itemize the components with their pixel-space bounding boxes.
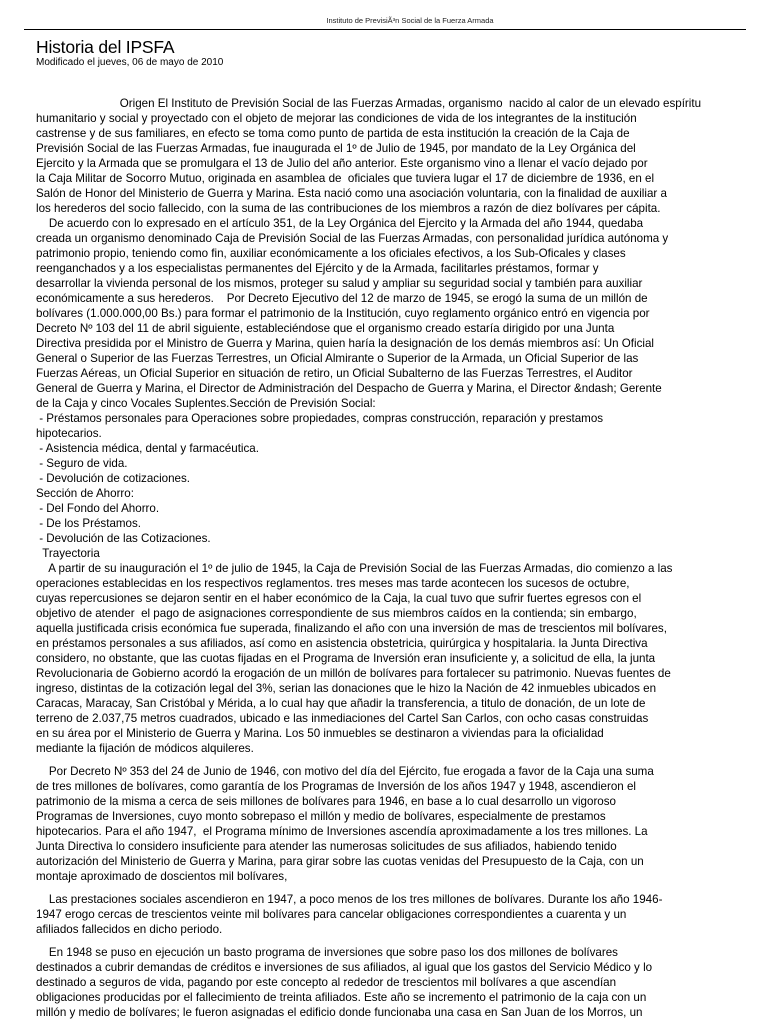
body-line: - Préstamos personales para Operaciones sobre propiedades, compras construcción, reparación y prestamos (36, 412, 604, 425)
body-line: Por Decreto Nº 353 del 24 de Junio de 1946, con motivo del día del Ejército, fue erogada a favor de la Caja una suma (36, 765, 654, 778)
body-line: terreno de 2.037,75 metros cuadrados, ubicado e las inmediaciones del Cartel San Carlos, con ocho casas construidas (36, 712, 649, 725)
body-line: - Devolución de cotizaciones. (36, 472, 191, 485)
body-line: hipotecarios. (36, 427, 102, 440)
body-line: castrense y de sus familiares, en efecto se toma como punto de partida de esta institución la creación de la Caja de (36, 127, 630, 140)
body-line: - Seguro de vida. (36, 457, 128, 470)
body-line: Origen El Instituto de Previsión Social de las Fuerzas Armadas, organismo nacido al calor de un elevado espíritu (36, 97, 702, 110)
header-divider (24, 29, 746, 30)
body-line: - De los Préstamos. (36, 517, 142, 530)
body-line: - Devolución de las Cotizaciones. (36, 532, 211, 545)
body-line: afiliados fallecidos en dicho periodo. (36, 923, 223, 936)
body-line: Fuerzas Aéreas, un Oficial Superior en situación de retiro, un Oficial Subalterno de las Fuerzas Terrestres, el Auditor (36, 367, 633, 380)
paragraph-gap (36, 884, 768, 892)
body-line: en préstamos personales a sus afiliados, así como en asistencia obstetricia, quirúrgica y hospitalaria. la Junta Directiva (36, 637, 648, 650)
page-title: Historia del IPSFA (36, 37, 175, 57)
body-line: En 1948 se puso en ejecución un basto programa de inversiones que sobre paso los dos millones de bolívares (36, 946, 618, 959)
body-line: destinados a cubrir demandas de créditos e inversiones de sus afiliados, al igual que los gastos del Servicio Médico y lo (36, 961, 653, 974)
body-line: montaje aproximado de doscientos mil bolívares, (36, 870, 288, 883)
body-line: económicamente a sus herederos. Por Decreto Ejecutivo del 12 de marzo de 1945, se erogó la suma de un millón de (36, 292, 648, 305)
body-line: A partir de su inauguración el 1º de julio de 1945, la Caja de Previsión Social de las Fuerzas Armadas, dio comienzo a las (36, 562, 673, 575)
body-line: Decreto Nº 103 del 11 de abril siguiente, estableciéndose que el organismo creado estaría dirigido por una Junta (36, 322, 615, 335)
body-line: mediante la fijación de módicos alquileres. (36, 742, 254, 755)
body-line: Caracas, Maracay, San Cristóbal y Mérida, a lo cual hay que añadir la transferencia, a titulo de donación, de un lote de (36, 697, 646, 710)
body-line: patrimonio de la misma a cerca de seis millones de bolívares para 1946, en base a lo cual desarrollo un vigoroso (36, 795, 617, 808)
body-line: Directiva presidida por el Ministro de Guerra y Marina, quien haría la designación de los demás miembros así: Un Oficial (36, 337, 654, 350)
body-line: cuyas repercusiones se dejaron sentir en el haber económico de la Caja, la cual tuvo que sufrir fuertes egresos con el (36, 592, 642, 605)
article-body (36, 96, 768, 1020)
body-line: 1947 erogo cercas de trescientos veinte mil bolívares para cancelar obligaciones correspondientes a cuarenta y un (36, 908, 627, 921)
body-line: General o Superior de las Fuerzas Terrestres, un Oficial Almirante o Superior de la Armada, un Oficial Superior de las (36, 352, 639, 365)
body-line: Las prestaciones sociales ascendieron en 1947, a poco menos de los tres millones de bolívares. Durante los año 1946- (36, 893, 663, 906)
body-line: - Del Fondo del Ahorro. (36, 502, 160, 515)
body-line: en su área por el Ministerio de Guerra y Marina. Los 50 inmuebles se destinaron a viviendas para la oficialidad (36, 727, 604, 740)
body-line: hipotecarios. Para el año 1947, el Programa mínimo de Inversiones ascendía aproximadamente a los tres millones. La (36, 825, 648, 838)
modified-date: Modificado el jueves, 06 de mayo de 2010 (36, 57, 224, 68)
body-line: - Asistencia médica, dental y farmacéutica. (36, 442, 259, 455)
body-line: Previsión Social de las Fuerzas Armadas, fue inaugurada el 1º de Julio de 1945, por mandato de la Ley Orgánica del (36, 142, 636, 155)
body-line: Salón de Honor del Ministerio de Guerra y Marina. Esta nació como una asociación voluntaria, con la finalidad de auxiliar a (36, 187, 667, 200)
body-line: considero, no obstante, que las cuotas fijadas en el Programa de Inversión eran insuficiente y, a solicitud de ella, la junta (36, 652, 656, 665)
body-line: patrimonio propio, teniendo como fin, auxiliar económicamente a los oficiales efectivos, a los Sub-Oficales y clases (36, 247, 626, 260)
body-line: aquella justificada crisis económica fue superada, finalizando el año con una inversión de mas de trescientos mil bolívares, (36, 622, 667, 635)
body-line: Ejercito y la Armada que se promulgara el 13 de Julio del año anterior. Este organismo vino a llenar el vacío dejado por (36, 157, 648, 170)
running-header: Instituto de PrevisiÃ³n Social de la Fuerza Armada (326, 16, 494, 25)
body-line: De acuerdo con lo expresado en el artículo 351, de la Ley Orgánica del Ejercito y la Armada del año 1944, quedaba (36, 217, 644, 230)
body-line: destinado a seguros de vida, pagando por este concepto al rededor de trescientos mil bolívares a que ascendían (36, 976, 617, 989)
paragraph-gap (36, 756, 768, 764)
body-line: ingreso, distintas de la cotización legal del 3%, serian las donaciones que le hizo la Nación de 42 inmuebles ubicados en (36, 682, 657, 695)
body-line: autorización del Ministerio de Guerra y Marina, para girar sobre las cuotas venidas del Presupuesto de la Caja, con un (36, 855, 644, 868)
body-line: los herederos del socio fallecido, con la suma de las contribuciones de los miembros a razón de diez bolívares per cápita. (36, 202, 661, 215)
body-line: desarrollar la vivienda personal de los mismos, proteger su salud y ampliar su seguridad social y también para auxiliar (36, 277, 643, 290)
body-line: la Caja Militar de Socorro Mutuo, originada en asamblea de oficiales que tuviera lugar el 17 de diciembre de 1936, en el (36, 172, 655, 185)
body-line: de tres millones de bolívares, como garantía de los Programas de Inversión de los años 1947 y 1948, ascendieron el (36, 780, 637, 793)
body-line: Trayectoria (36, 547, 100, 560)
body-line: reenganchados y a los especialistas permanentes del Ejército y de la Armada, facilitarles préstamos, formar y (36, 262, 599, 275)
body-line: Revolucionaria de Gobierno acordó la erogación de un millón de bolívares para fortalecer su patrimonio. Nuevas fuentes de (36, 667, 671, 680)
body-line: de la Caja y cinco Vocales Suplentes.Sección de Previsión Social: (36, 397, 376, 410)
body-line: General de Guerra y Marina, el Director de Administración del Despacho de Guerra y Marina, el Director &ndash; Gerente (36, 382, 662, 395)
body-line: objetivo de atender el pago de asignaciones correspondiente de sus miembros caídos en la contienda; sin embargo, (36, 607, 637, 620)
body-line: Junta Directiva lo considero insuficiente para atender las numerosas solicitudes de sus afiliados, habiendo tenido (36, 840, 617, 853)
body-line: millón y medio de bolívares; le fueron asignadas el edificio donde funcionaba una casa en San Juan de los Morros, un (36, 1006, 643, 1019)
body-line: operaciones establecidas en los respectivos reglamentos. tres meses mas tarde acontecen los sucesos de octubre, (36, 577, 630, 590)
body-line: creada un organismo denominado Caja de Previsión Social de las Fuerzas Armadas, con personalidad jurídica autónoma y (36, 232, 669, 245)
paragraph-gap (36, 937, 768, 945)
body-line: Programas de Inversiones, cuyo monto sobrepaso el millón y medio de bolívares, especialmente de prestamos (36, 810, 606, 823)
body-line: bolívares (1.000.000,00 Bs.) para formar el patrimonio de la Institución, cuyo reglamento orgánico entró en vigencia por (36, 307, 650, 320)
body-line: obligaciones producidas por el fallecimiento de treinta afiliados. Este año se incremento el patrimonio de la caja con un (36, 991, 647, 1004)
body-line: Sección de Ahorro: (36, 487, 134, 500)
body-line: humanitario y social y proyectado con el objeto de mejorar las condiciones de vida de los integrantes de la institución (36, 112, 637, 125)
